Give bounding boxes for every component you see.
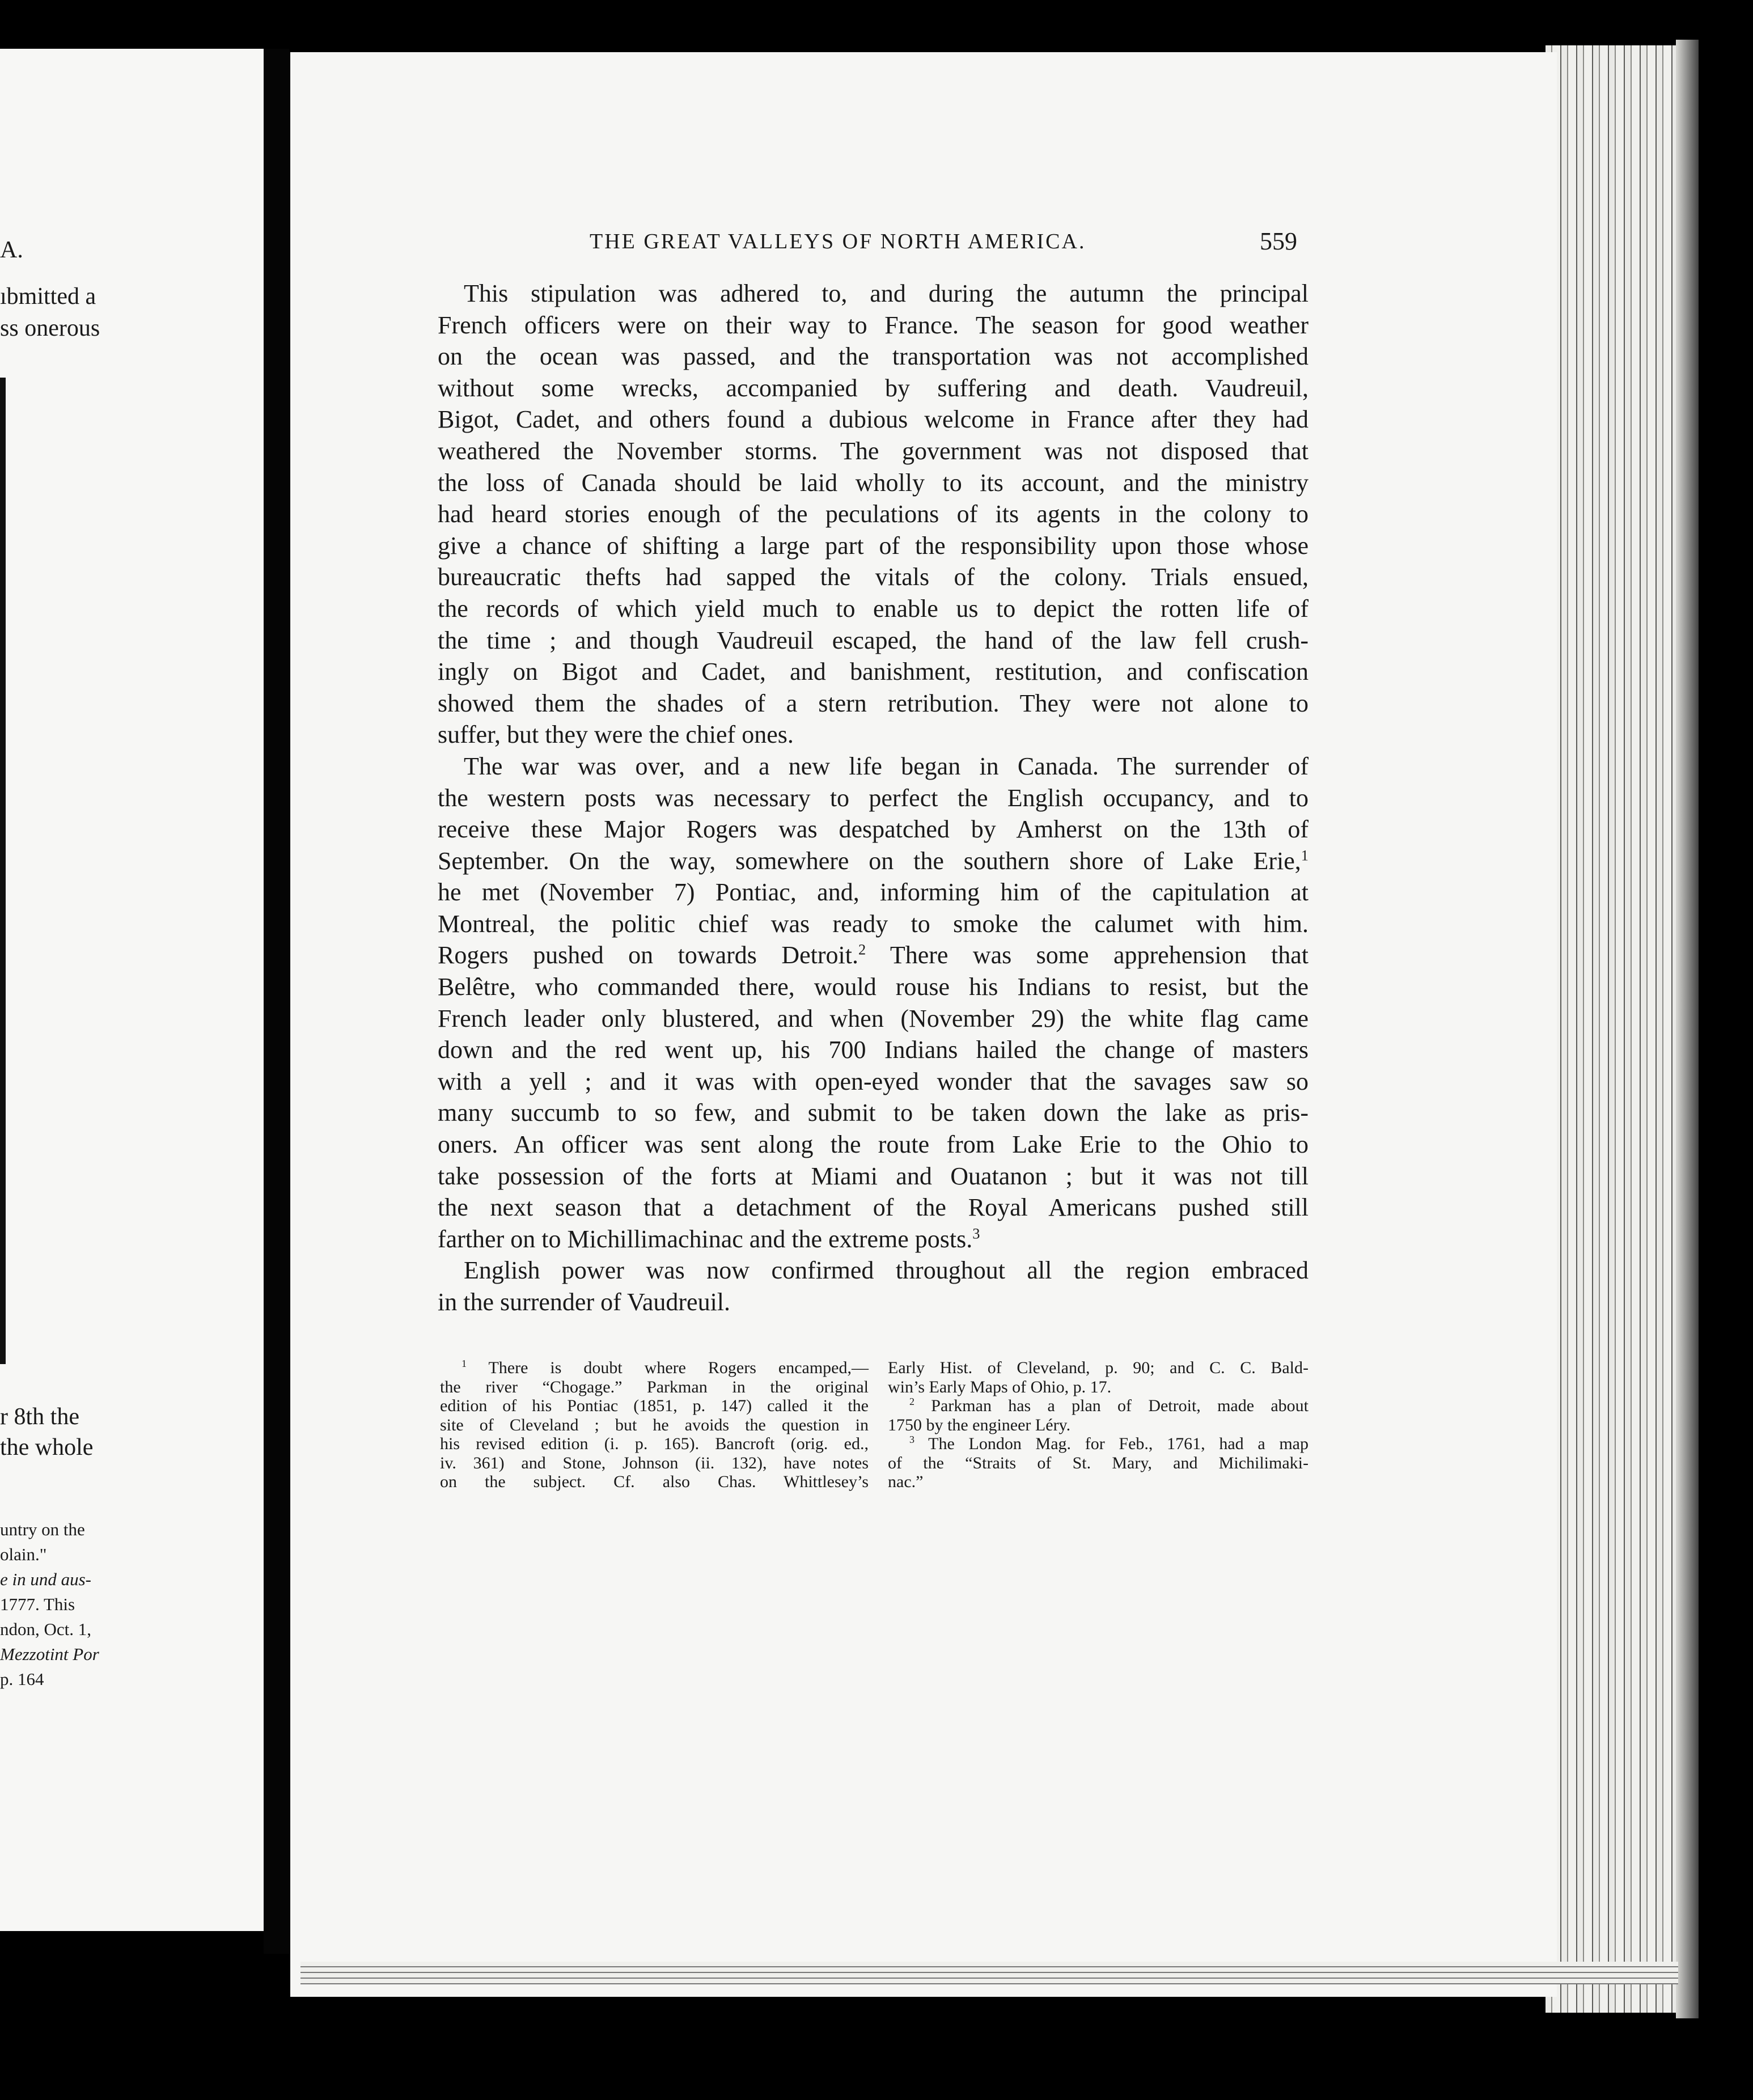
body-line: French leader only blustered, and when (November 29) the white flag came: [438, 1004, 1309, 1032]
body-line: Montreal, the politic chief was ready to smoke the calumet with him.: [438, 909, 1309, 938]
body-line: suffer, but they were the chief ones.: [438, 721, 794, 749]
footnote-marker-3: 3: [972, 1225, 980, 1242]
body-line: with a yell ; and it was with open-eyed wonder that the savages saw so: [438, 1067, 1309, 1095]
body-line: ingly on Bigot and Cadet, and banishment, restitution, and confiscation: [438, 658, 1309, 686]
body-line: many succumb to so few, and submit to be taken down the lake as pris-: [438, 1099, 1309, 1127]
page-edge-shadow: [1676, 40, 1699, 2018]
running-head: THE GREAT VALLEYS OF NORTH AMERICA.: [590, 230, 1086, 253]
body-line: [438, 1223, 1309, 1255]
body-line: French officers were on their way to France. The season for good weather: [438, 311, 1309, 339]
footnotes-column-right: [888, 1358, 1309, 1492]
body-line-text: Rogers pushed on towards Detroit.: [438, 941, 858, 969]
footnote-line: [888, 1396, 1309, 1416]
book-gutter: [264, 49, 289, 1954]
body-line: the western posts was necessary to perfect the English occupancy, and to: [438, 784, 1309, 812]
footnote-number: 1: [461, 1358, 467, 1369]
body-line: oners. An officer was sent along the route from Lake Erie to the Ohio to: [438, 1131, 1309, 1159]
body-line: on the ocean was passed, and the transportation was not accomplished: [438, 342, 1309, 371]
footnote-line: on the subject. Cf. also Chas. Whittlesey’s: [440, 1472, 869, 1491]
page-stack-bottom-edge: [300, 1962, 1678, 1984]
body-text: [438, 278, 1309, 1318]
footnote-line: edition of his Pontiac (1851, p. 147) called it the: [440, 1396, 869, 1415]
footnote-line: the river “Chogage.” Parkman in the original: [440, 1377, 869, 1396]
left-page-footnote-line: olain.": [0, 1544, 47, 1564]
body-line: the records of which yield much to enable us to depict the rotten life of: [438, 594, 1309, 623]
footnote-line: nac.”: [888, 1472, 924, 1491]
body-line: the next season that a detachment of the Royal Americans pushed still: [438, 1193, 1309, 1222]
left-page-line: ıbmitted a: [0, 283, 96, 310]
left-page-footnote-line: untry on the: [0, 1519, 85, 1539]
footnote-line: win’s Early Maps of Ohio, p. 17.: [888, 1377, 1112, 1396]
footnote-marker-2: 2: [858, 941, 866, 958]
footnote-line: [440, 1358, 869, 1378]
body-line: give a chance of shifting a large part of the responsibility upon those whose: [438, 531, 1309, 560]
footnotes-column-left: [440, 1358, 869, 1492]
body-line: take possession of the forts at Miami and Ouatanon ; but it was not till: [438, 1162, 1309, 1190]
left-page-line: r 8th the: [0, 1404, 79, 1430]
body-line: showed them the shades of a stern retribution. They were not alone to: [438, 689, 1309, 717]
page-number: 559: [1260, 227, 1297, 255]
body-line: The war was over, and a new life began in Canada. The surrender of: [464, 752, 1309, 780]
left-page-footnote-line: Mezzotint Por: [0, 1644, 99, 1664]
footnote-text: Parkman has a plan of Detroit, made about: [931, 1396, 1309, 1415]
left-page-footnote-line: ndon, Oct. 1,: [0, 1619, 92, 1639]
footnote-line: 1750 by the engineer Léry.: [888, 1415, 1071, 1434]
body-line: English power was now confirmed throughout all the region embraced: [464, 1256, 1309, 1285]
left-page-footnote-line: 1777. This: [0, 1594, 75, 1614]
body-line: bureaucratic thefts had sapped the vitals of the colony. Trials ensued,: [438, 563, 1309, 591]
body-line: in the surrender of Vaudreuil.: [438, 1288, 731, 1316]
left-page-line: the whole: [0, 1434, 94, 1460]
body-line: Belêtre, who commanded there, would rouse his Indians to resist, but the: [438, 973, 1309, 1001]
footnote-marker-1: 1: [1301, 846, 1309, 864]
body-line: receive these Major Rogers was despatched by Amherst on the 13th of: [438, 815, 1309, 844]
footnote-line: site of Cleveland ; but he avoids the question in: [440, 1415, 869, 1434]
body-line: down and the red went up, his 700 Indians hailed the change of masters: [438, 1036, 1309, 1064]
footnote-line: of the “Straits of St. Mary, and Michilimaki-: [888, 1453, 1309, 1472]
left-page-illustration-edge: [0, 378, 6, 1364]
footnote-line: his revised edition (i. p. 165). Bancroft (orig. ed.,: [440, 1434, 869, 1453]
body-line: This stipulation was adhered to, and during the autumn the principal: [464, 280, 1309, 307]
body-line-text: farther on to Michillimachinac and the extreme posts.: [438, 1225, 973, 1253]
left-page-footnote-line: p. 164: [0, 1669, 44, 1689]
body-line: the time ; and though Vaudreuil escaped, the hand of the law fell crush-: [438, 626, 1309, 654]
page-stack-edge: [1545, 45, 1676, 2013]
body-line: the loss of Canada should be laid wholly to its account, and the ministry: [438, 468, 1309, 497]
body-line-text: There was some apprehension that: [890, 941, 1309, 969]
left-page-footnote-line: e in und aus-: [0, 1569, 92, 1589]
footnote-number: 3: [909, 1434, 914, 1445]
footnote-number: 2: [909, 1396, 914, 1407]
footnote-text: There is doubt where Rogers encamped,—: [488, 1358, 869, 1377]
body-line: had heard stories enough of the peculations of its agents in the colony to: [438, 500, 1309, 528]
left-page-line: ss onerous: [0, 315, 100, 341]
footnote-line: iv. 361) and Stone, Johnson (ii. 132), have notes: [440, 1453, 869, 1472]
body-line: [438, 845, 1309, 877]
body-line-text: September. On the way, somewhere on the southern shore of Lake Erie,: [438, 846, 1301, 875]
body-line: without some wrecks, accompanied by suffering and death. Vaudreuil,: [438, 374, 1309, 402]
body-line: weathered the November storms. The government was not disposed that: [438, 437, 1309, 465]
left-page-line: A.: [0, 237, 23, 263]
left-facing-page: [0, 49, 264, 1931]
footnote-line: [888, 1434, 1309, 1454]
footnote-text: The London Mag. for Feb., 1761, had a map: [928, 1434, 1309, 1453]
body-line: [438, 939, 1309, 971]
footnote-line: Early Hist. of Cleveland, p. 90; and C. C. Bald-: [888, 1358, 1309, 1377]
body-line: Bigot, Cadet, and others found a dubious welcome in France after they had: [438, 405, 1309, 434]
body-line: he met (November 7) Pontiac, and, informing him of the capitulation at: [438, 878, 1309, 907]
